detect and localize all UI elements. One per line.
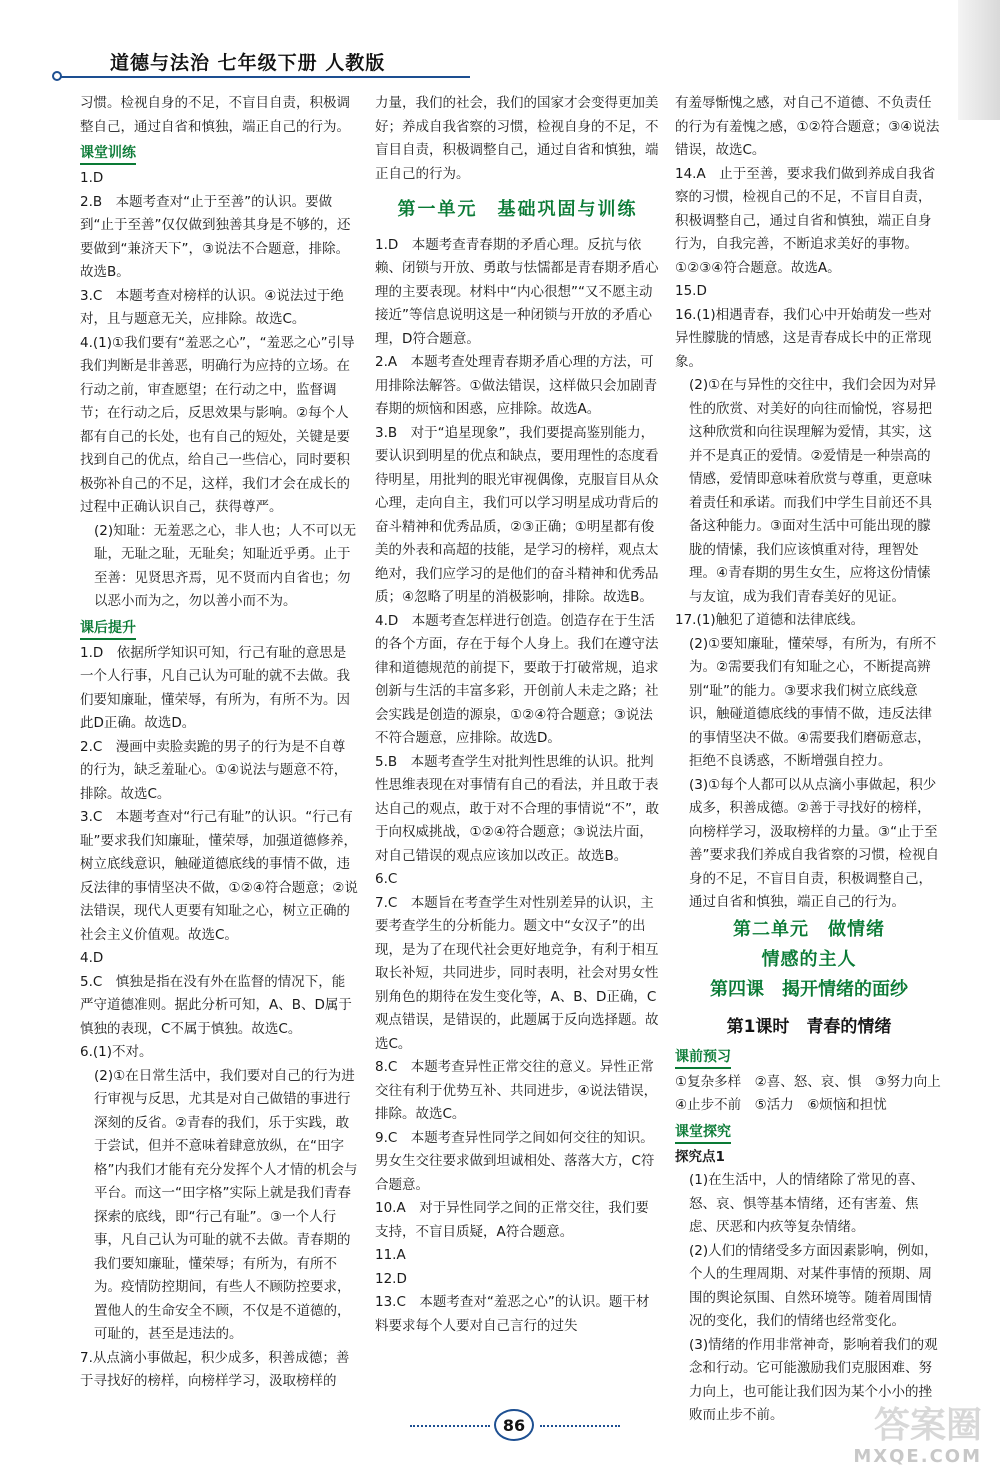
section-heading-classroom-training: 课堂训练 [80, 143, 136, 165]
answer-item: (2)①要知廉耻，懂荣辱，有所为，有所不为。②需要我们有知耻之心，不断提高辨别“耻”的能力。③要求我们树立底线意识，触碰道德底线的事情不做，违反法律的事情坚决不做。④需要我们磨砺意志，拒绝不良诱惑，不断增强自控力。 [689, 635, 937, 769]
answer-item: 6.(1)不对。 [80, 1044, 153, 1060]
answer-item: 3.C 本题考查对“行己有耻”的认识。“行己有耻”要求我们知廉耻，懂荣辱，加强道德修养，树立底线意识，触碰道德底线的事情不做，违反法律的事情坚决不做，①②④符合题意；②说法错误，现代人更要有知耻之心，树立正确的社会主义价值观。故选C。 [80, 809, 358, 943]
unit-heading: 第一单元 基础巩固与训练 [397, 199, 638, 220]
answer-item: 2.B 本题考查对“止于至善”的认识。要做到“止于至善”仅仅做到独善其身是不够的，还要做到“兼济天下”，③说法不合题意，排除。故选B。 [80, 193, 351, 280]
answer-item: (2)知耻：无羞恶之心，非人也；人不可以无耻，无耻之耻，无耻矣；知耻近乎勇。止于至善：见贤思齐焉，见不贤而内自省也；勿以恶小而为之，勿以善小而不为。 [94, 522, 357, 609]
answer-item: (2)①在日常生活中，我们要对自己的行为进行审视与反思，尤其是对自己做错的事进行深刻的反省。②青春的我们，乐于实践，敢于尝试，但并不意味着肆意放纵，在“田字格”内我们才能有充分发挥个人才情的机会与平台。而这一“田字格”实际上就是我们青春探索的底线，即“行己有耻”。③一个人行事，凡自己认为可耻的就不去做。青春期的我们要知廉耻，懂荣辱；有所为，有所不为。疫情防控期间，有些人不顾防控要求，置他人的生命安全不顾，不仅是不道德的，可耻的，甚至是违法的。 [94, 1067, 358, 1342]
section-heading-after-class: 课后提升 [80, 618, 136, 640]
answer-item: 11.A [375, 1247, 406, 1263]
unit-two-heading-line2: 情感的主人 [761, 948, 857, 970]
header-rule [60, 76, 470, 78]
paragraph: 有羞辱惭愧之感，对自己不道德、不负责任的行为有羞愧之感，①②符合题意；③④说法错误，故选C。 [675, 95, 940, 158]
footer-dots-right [540, 1425, 620, 1427]
answer-item: (2)人们的情绪受多方面因素影响，例如，个人的生理周期、对某件事情的预期、周围的舆论氛围、自然环境等。随着周围情况的变化，我们的情绪也经常变化。 [689, 1242, 938, 1329]
answer-item: 1.D 依据所学知识可知，行己有耻的意思是一个人行事，凡自己认为可耻的就不去做。我们要知廉耻，懂荣辱，有所为，有所不为。因此D正确。故选D。 [80, 644, 350, 731]
answer-item: 15.D [675, 283, 707, 299]
page-footer [390, 1405, 650, 1445]
answer-item: 12.D [375, 1270, 407, 1287]
period-heading: 第1课时 青春的情绪 [726, 1016, 892, 1037]
answer-item: 10.A 对于异性同学之间的正常交往，我们要支持，不盲目质疑，A符合题意。 [375, 1200, 649, 1240]
answer-item: 9.C 本题考查异性同学之间如何交往的知识。男女生交往要求做到坦诚相处、落落大方，C符合题意。 [375, 1129, 655, 1193]
answer-item: (2)①在与异性的交往中，我们会因为对异性的欣赏、对美好的向往而愉悦，容易把这种欣赏和向往误理解为爱情，其实，这并不是真正的爱情。②爱情是一种崇高的情感，爱情即意味着欣赏与尊重，更意味着责任和承诺。而我们中学生目前还不具备这种能力。③面对生活中可能出现的朦胧的情愫，我们应该慎重对待，理智处理。④青春期的男生女生，应将这份情愫与友谊，成为我们青春美好的见证。 [689, 377, 937, 605]
answer-item: 3.C 本题考查对榜样的认识。④说法过于绝对，且与题意无关，应排除。故选C。 [80, 287, 344, 327]
watermark [822, 1397, 982, 1467]
section-heading-class-inquiry: 课堂探究 [675, 1122, 731, 1144]
unit-two-heading-line1: 第二单元 做情绪 [733, 918, 885, 940]
column-left [80, 92, 358, 1394]
paragraph: 力量，我们的社会，我们的国家才会变得更加美好；养成自我省察的习惯，检视自身的不足，不盲目自责，积极调整自己，通过自省和慎独，端正自己的行为。 [375, 95, 659, 182]
page-header [0, 0, 1000, 90]
answer-item: 16.(1)相遇青春，我们心中开始萌发一些对异性朦胧的情感，这是青春成长中的正常现象。 [675, 306, 932, 370]
answer-item: 5.B 本题考查学生对批判性思维的认识。批判性思维表现在对事情有自己的看法，并且敢于表达自己的观点，敢于对不合理的事情说“不”，敢于向权威挑战，①②④符合题意；③说法片面，对自己错误的观点应该加以改正。故选B。 [375, 753, 659, 864]
answer-item: (3)①每个人都可以从点滴小事做起，积少成多，积善成德。②善于寻找好的榜样，向榜样学习，汲取榜样的力量。③“止于至善”要求我们养成自我省察的习惯，检视自身的不足，不盲目自责，积极调整自己，通过自省和慎独，端正自己的行为。 [689, 776, 939, 910]
answer-item: 14.A 止于至善，要求我们做到养成自我省察的习惯，检视自己的不足，不盲目自责，积极调整自己，通过自省和慎独，端正自身行为，自我完善，不断追求美好的事物。①②③④符合题意。故选A。 [675, 165, 936, 276]
answer-item: 13.C 本题考查对“羞恶之心”的认识。题干材料要求每个人要对自己言行的过失 [375, 1294, 650, 1334]
answer-item: 5.C 慎独是指在没有外在监督的情况下，能严守道德准则。据此分析可知，A、B、D属于慎独的表现，C不属于慎独。故选C。 [80, 973, 352, 1037]
preview-answers: ④止步不前 ⑤活力 ⑥烦恼和担忧 [675, 1097, 887, 1113]
answer-item: 17.(1)触犯了道德和法律底线。 [675, 612, 865, 628]
section-heading-preview: 课前预习 [675, 1047, 731, 1069]
answer-item: 4.D [80, 950, 104, 966]
lesson-heading: 第四课 揭开情绪的面纱 [710, 978, 908, 1000]
answer-item: 7.从点滴小事做起，积少成多，积善成德；善于寻找好的榜样，向榜样学习，汲取榜样的 [80, 1349, 350, 1389]
answer-item: (1)在生活中，人的情绪除了常见的喜、怒、哀、惧等基本情绪，还有害羞、焦虑、厌恶和内疚等复杂情绪。 [689, 1172, 925, 1235]
page-corner-shadow [958, 0, 1000, 120]
answer-item: 6.C [375, 871, 398, 887]
answer-item: 4.D 本题考查怎样进行创造。创造存在于生活的各个方面，存在于每个人身上。我们在遵守法律和道德规范的前提下，要敢于打破常规，追求创新与生活的丰富多彩，开创前人未走之路；社会实践是创造的源泉，①②④符合题意；③说法不符合题意，应排除。故选D。 [375, 612, 659, 746]
answer-item: 7.C 本题旨在考查学生对性别差异的认识，主要考查学生的分析能力。题文中“女汉子”的出现，是为了在现代社会更好地竞争，有利于相互取长补短，共同进步，同时表明，社会对男女性别角色的期待在发生变化等，A、B、D正确，C观点错误，是错误的，此题属于反向选择题。故选C。 [375, 894, 659, 1052]
column-middle [375, 92, 660, 1338]
column-right [675, 92, 943, 1428]
answer-item: 2.C 漫画中卖脸卖跪的男子的行为是不自尊的行为，缺乏羞耻心。①④说法与题意不符，排除。故选C。 [80, 738, 348, 802]
watermark-text: MXQE.COM [853, 1446, 982, 1467]
page-number: 86 [494, 1409, 534, 1441]
paragraph: 习惯。检视自身的不足，不盲目自责，积极调整自己，通过自省和慎独，端正自己的行为。 [80, 95, 350, 135]
answer-item: 4.(1)①我们要有“羞恶之心”，“羞恶之心”引导我们判断是非善恶，明确行为应持的立场。在行动之前，审查愿望；在行动之中，监督调节；在行动之后，反思效果与影响。②每个人都有自己的长处，也有自己的短处，关键是要找到自己的优点，给自己一些信心，同时要积极弥补自己的不足，这样，我们才会在成长的过程中正确认识自己，获得尊严。 [80, 334, 355, 515]
answer-item: 3.B 对于“追星现象”，我们要提高鉴别能力，要认识到明星的优点和缺点，要用理性的态度看待明星，用批判的眼光审视偶像，克服盲目从众心理，走向自主，我们可以学习明星成功背后的奋斗精神和优秀品质，②③正确；①明星都有俊美的外表和高超的技能，是学习的榜样，观点太绝对，我们应学习的是他们的奋斗精神和优秀品质；④忽略了明星的消极影响，排除。故选B。 [375, 424, 659, 605]
answer-item: 8.C 本题考查异性正常交往的意义。异性正常交往有利于优势互补、共同进步，④说法错误，排除。故选C。 [375, 1059, 658, 1122]
footer-dots-left [410, 1425, 490, 1427]
answer-item: 1.D [80, 170, 104, 186]
answer-item: 2.A 本题考查处理青春期矛盾心理的方法，可用排除法解答。①做法错误，这样做只会加剧青春期的烦恼和困惑，应排除。故选A。 [375, 354, 658, 417]
answer-item: (3)情绪的作用非常神奇，影响着我们的观念和行动。它可能激励我们克服困难、努力向上，也可能让我们因为某个小小的挫败而止步不前。 [689, 1336, 938, 1423]
preview-answers: ①复杂多样 ②喜、怒、哀、惧 ③努力向上 [675, 1073, 941, 1090]
book-title: 道德与法治 七年级下册 人教版 [110, 52, 386, 74]
inquiry-point: 探究点1 [675, 1148, 725, 1165]
watermark-logo: 答案圈 [873, 1405, 982, 1446]
answer-item: 1.D 本题考查青春期的矛盾心理。反抗与依赖、闭锁与开放、勇敢与怯懦都是青春期矛盾心理的主要表现。材料中“内心很想”“又不愿主动接近”等信息说明这是一种闭锁与开放的矛盾心理，D符合题意。 [375, 236, 659, 347]
